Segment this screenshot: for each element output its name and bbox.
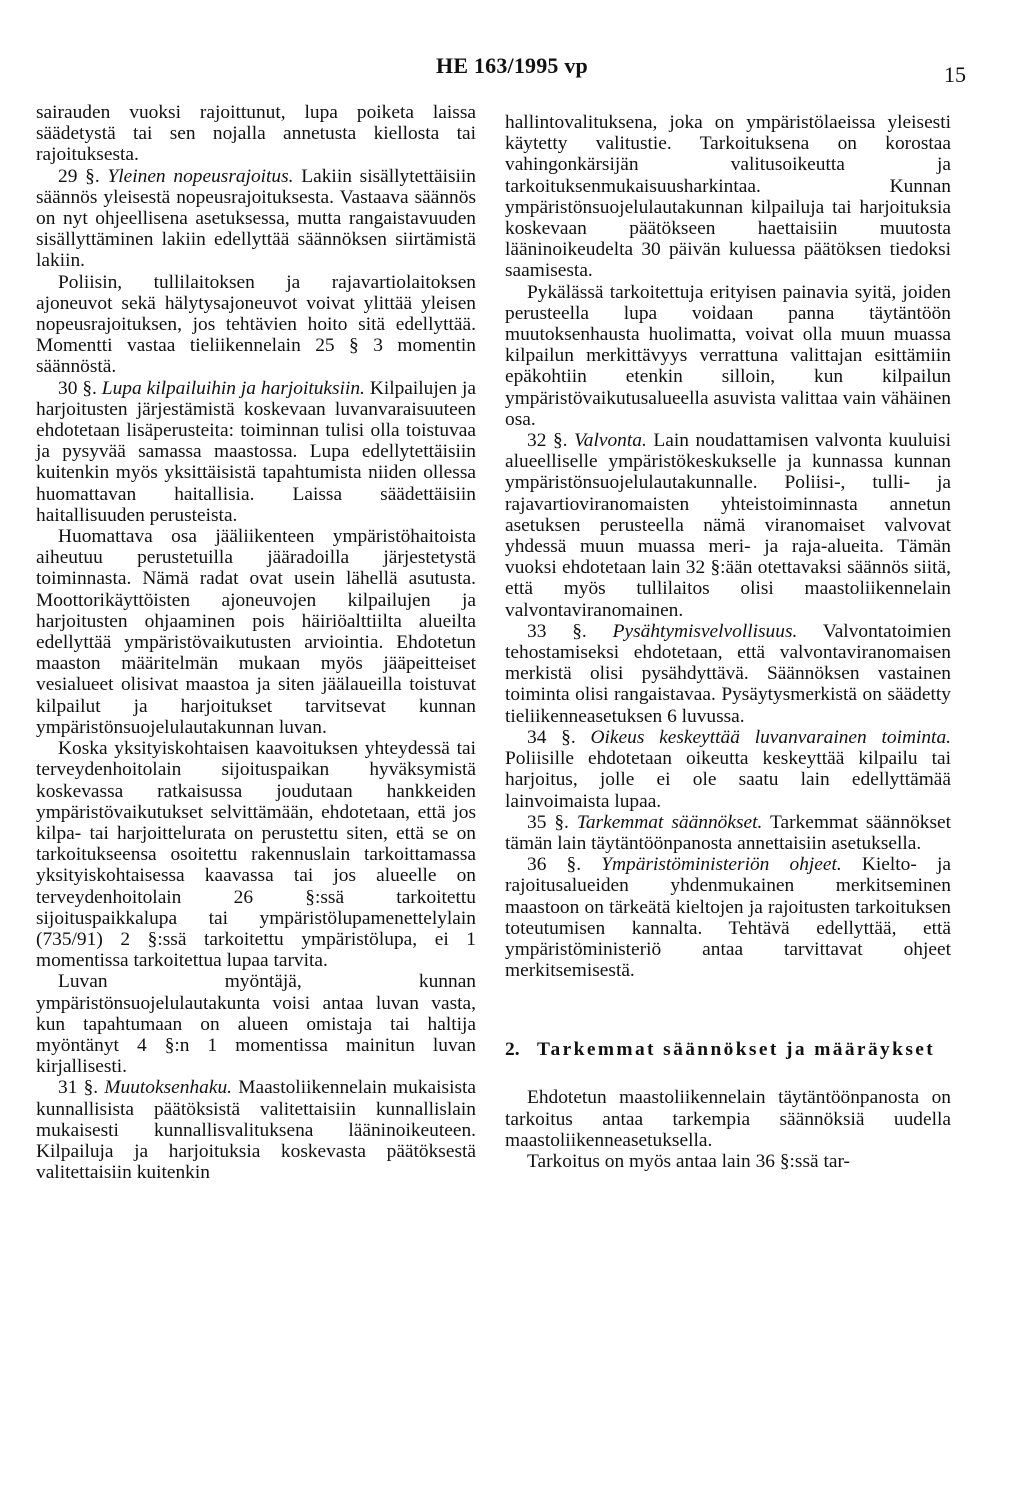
section-number: 30 §. [58, 377, 97, 399]
section-text: Maastoliikennelain mukaisista kunnallisista päätöksistä valitettaisiin kunnallislain mukaisesti kunnallisvalituksena lääninoikeuteen. Kilpailuja ja harjoituksia koskevasta päätöksestä valitettaisiin kuitenkin [36, 1077, 476, 1184]
section-title: Pysähtymisvelvollisuus. [612, 620, 798, 642]
paragraph: hallintovalituksena, joka on ympäristölaeissa yleisesti käytetty valitustie. Tarkoituksena on korostaa vahingonkärsijän valitusoikeutta ja tarkoituksenmukaisuusharkintaa. Kunnan ympäristönsuojelulautakunnan kilpailuja tai harjoituksia koskevaan päätökseen haettaisiin muutosta lääninoikeudelta 30 päivän kuluessa päätöksen tiedoksi saamisesta. [505, 112, 951, 282]
section-number: 31 §. [58, 1077, 99, 1099]
section-heading [505, 1039, 951, 1061]
section-title: Yleinen nopeusrajoitus. [107, 165, 294, 187]
section-text: Poliisille ehdotetaan oikeutta keskeyttää kilpailu tai harjoitus, jolle ei ole saatu lain edellyttämää lainvoimaista lupaa. [505, 748, 951, 812]
paragraph: Pykälässä tarkoitettuja erityisen painavia syitä, joiden perusteella lupa voidaan panna täytäntöön muutoksenhausta huolimatta, voivat olla muun muassa kilpailun merkittävyys verrattuna valittajan esittämiin epäkohtiin etenkin silloin, kun kilpailun ympäristövaikutusalueella asuvista valittaa vain vähäinen osa. [505, 281, 951, 430]
page-number: 15 [944, 62, 966, 87]
section-35-paragraph [505, 812, 951, 854]
section-34-paragraph [505, 727, 951, 812]
section-31-paragraph [36, 1077, 476, 1183]
paragraph: Huomattava osa jääliikenteen ympäristöhaitoista aiheutuu perustetuilla jääradoilla järjestetystä toiminnasta. Nämä radat ovat usein lähellä asutusta. Moottorikäyttöisten ajoneuvojen kilpailujen ja harjoitusten ohjaaminen pois häiriöalttiilta alueilta edellyttää ympäristövaikutusten arviointia. Ehdotetun maaston määritelmän mukaan myös jääpeitteiset vesialueet olisivat maastoa ja siten jäälaueilla toistuvat kilpailut ja harjoitukset tarvitsevat kunnan ympäristönsuojelulautakunnan luvan. [36, 526, 476, 738]
paragraph: Ehdotetun maastoliikennelain täytäntöönpanosta on tarkoitus antaa tarkempia säännöksiä uudella maastoliikenneasetuksella. [505, 1087, 951, 1151]
section-title: Ympäristöministeriön ohjeet. [601, 854, 842, 876]
section-title: Oikeus keskeyttää luvanvarainen toiminta. [590, 726, 951, 748]
section-title: Tarkemmat säännökset. [576, 811, 763, 833]
section-number: 29 §. [58, 165, 100, 187]
paragraph: Luvan myöntäjä, kunnan ympäristönsuojelulautakunta voisi antaa luvan vasta, kun tapahtumaan on alueen omistaja tai haltija myöntänyt 4 §:n 1 momentissa mainitun luvan kirjallisesti. [36, 971, 476, 1078]
section-29-paragraph [36, 166, 476, 272]
section-title: Valvonta. [574, 430, 647, 452]
section-text: Lain noudattamisen valvonta kuuluisi alueelliselle ympäristökeskukselle ja kunnassa kunnan ympäristönsuojelulautakunnalle. Poliisi-, tulli- ja rajavartioviranomaisten yhteistoiminnasta annetun asetuksen perusteella nämä viranomaiset valvovat yhdessä muun muassa meri- ja raja-alueita. Tämän vuoksi ehdotetaan lain 32 §:ään otettavaksi säännös siitä, että myös tullilaitos olisi maastoliikennelain valvontaviranomainen. [505, 430, 951, 621]
document-header-title: HE 163/1995 vp [436, 53, 588, 78]
section-30-paragraph [36, 378, 476, 526]
paragraph: Poliisin, tullilaitoksen ja rajavartiolaitoksen ajoneuvot sekä hälytysajoneuvot voivat ylittää yleisen nopeusrajoituksen, jos tehtävien hoito sitä edellyttää. Momentti vastaa tieliikennelain 25 § 3 momentin säännöstä. [36, 271, 476, 378]
paragraph: sairauden vuoksi rajoittunut, lupa poiketa laissa säädetystä tai sen nojalla annetusta kiellosta tai rajoituksesta. [36, 102, 476, 166]
section-text: Kielto- ja rajoitusalueiden yhdenmukainen merkitseminen maastoon on tärkeätä kieltojen ja rajoitusten tarkoituksen toteutumisen kannalta. Tehtävä edellyttää, että ympäristöministeriö antaa tarvittavat ohjeet merkitsemisestä. [505, 854, 951, 982]
section-heading-text: Tarkemmat säännökset ja määräykset [537, 1039, 936, 1061]
section-36-paragraph [505, 854, 951, 981]
section-heading-number: 2. [505, 1039, 520, 1061]
paragraph: Koska yksityiskohtaisen kaavoituksen yhteydessä tai terveydenhoitolain sijoituspaikan hyväksymistä koskevassa ratkaisussa joudutaan hankkeiden ympäristövaikutukset selvittämään, ehdotetaan, että jos kilpa- tai harjoittelurata on perustettu siten, että se on tarkoitukseensa osoitettu rakennuslain tarkoittamassa yksityiskohtaisessa kaavassa tai jos alueelle on terveydenhoitolain 26 §:ssä tarkoitettu sijoituspaikkalupa tai ympäristölupamenettelylain (735/91) 2 §:ssä tarkoitettu ympäristölupa, ei 1 momentissa tarkoitettua lupaa tarvita. [36, 738, 476, 972]
right-column [505, 112, 951, 1172]
left-column [36, 102, 476, 1183]
section-text: Lakiin sisällytettäisiin säännös yleisestä nopeusrajoituksesta. Vastaava säännös on nyt ohjeellisena asetuksessa, mutta rangaistavuuden sisällyttäminen lakiin edellyttää säännöksen siirtämistä lakiin. [36, 165, 476, 272]
section-32-paragraph [505, 430, 951, 621]
section-number: 36 §. [527, 854, 582, 876]
section-number: 35 §. [527, 811, 569, 833]
section-text: Kilpailujen ja harjoitusten järjestämistä koskevaan luvanvaraisuuteen ehdotetaan lisäperusteita: toiminnan tulisi olla toistuvaa ja pysyvää samassa maastossa. Lupa edellytettäisiin kuitenkin myös yksittäisistä tapahtumista niiden ollessa huomattavan haitallisia. Laissa säädettäisiin haitallisuuden perusteista. [36, 377, 476, 526]
section-number: 33 §. [527, 620, 587, 642]
section-33-paragraph [505, 621, 951, 727]
paragraph: Tarkoitus on myös antaa lain 36 §:ssä tar- [527, 1150, 850, 1172]
section-text: Valvontatoimien tehostamiseksi ehdotetaan, että valvontaviranomaisen merkistä olisi pysähdyttävä. Säännöksen vastainen toiminta olisi rangaistavaa. Pysäytysmerkistä on säädetty tieliikenneasetuksen 6 luvussa. [505, 620, 952, 727]
section-text: Tarkemmat säännökset tämän lain täytäntöönpanosta annettaisiin asetuksella. [505, 811, 952, 854]
section-title: Lupa kilpailuihin ja harjoituksiin. [101, 377, 365, 399]
section-number: 34 §. [527, 726, 576, 748]
section-title: Muutoksenhaku. [104, 1077, 232, 1099]
section-number: 32 §. [527, 430, 568, 452]
